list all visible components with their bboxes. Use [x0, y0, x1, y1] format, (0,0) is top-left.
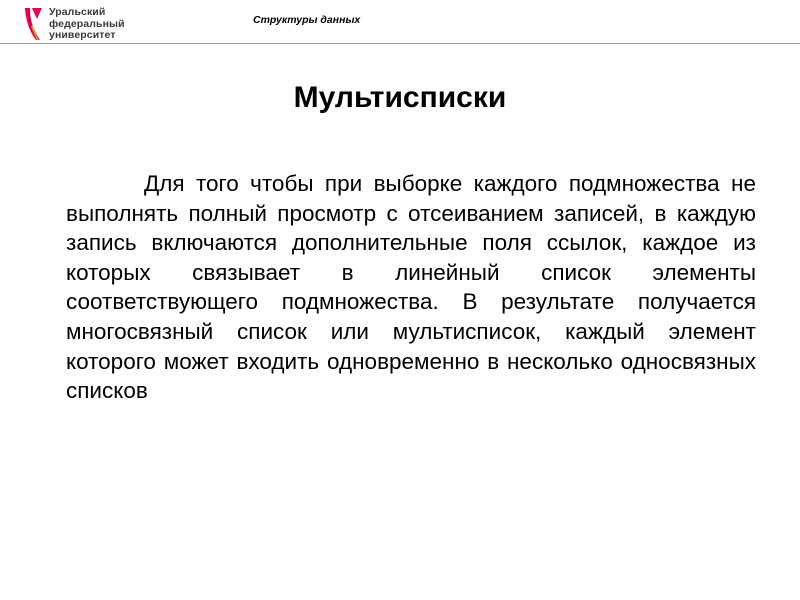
logo-line-1: Уральский	[49, 6, 106, 18]
header-title: Структуры данных	[253, 14, 361, 26]
ural-university-logo-icon	[22, 6, 46, 42]
header-divider	[0, 43, 800, 44]
university-logo	[22, 6, 172, 46]
body-paragraph: Для того чтобы при выборке каждого подмножества не выполнять полный просмотр с отсеиванием записей, в каждую запись включаются дополнительные поля ссылок, каждое из которых связывает в линейный список элементы соответствующего подмножества. В результате получается многосвязный список или мультисписок, каждый элемент которого может входить одновременно в несколько односвязных списков	[66, 171, 756, 404]
slide-title: Мультисписки	[293, 81, 507, 114]
logo-line-3: университет	[49, 29, 116, 41]
logo-line-2: федеральный	[49, 17, 125, 30]
logo-text	[49, 7, 125, 42]
